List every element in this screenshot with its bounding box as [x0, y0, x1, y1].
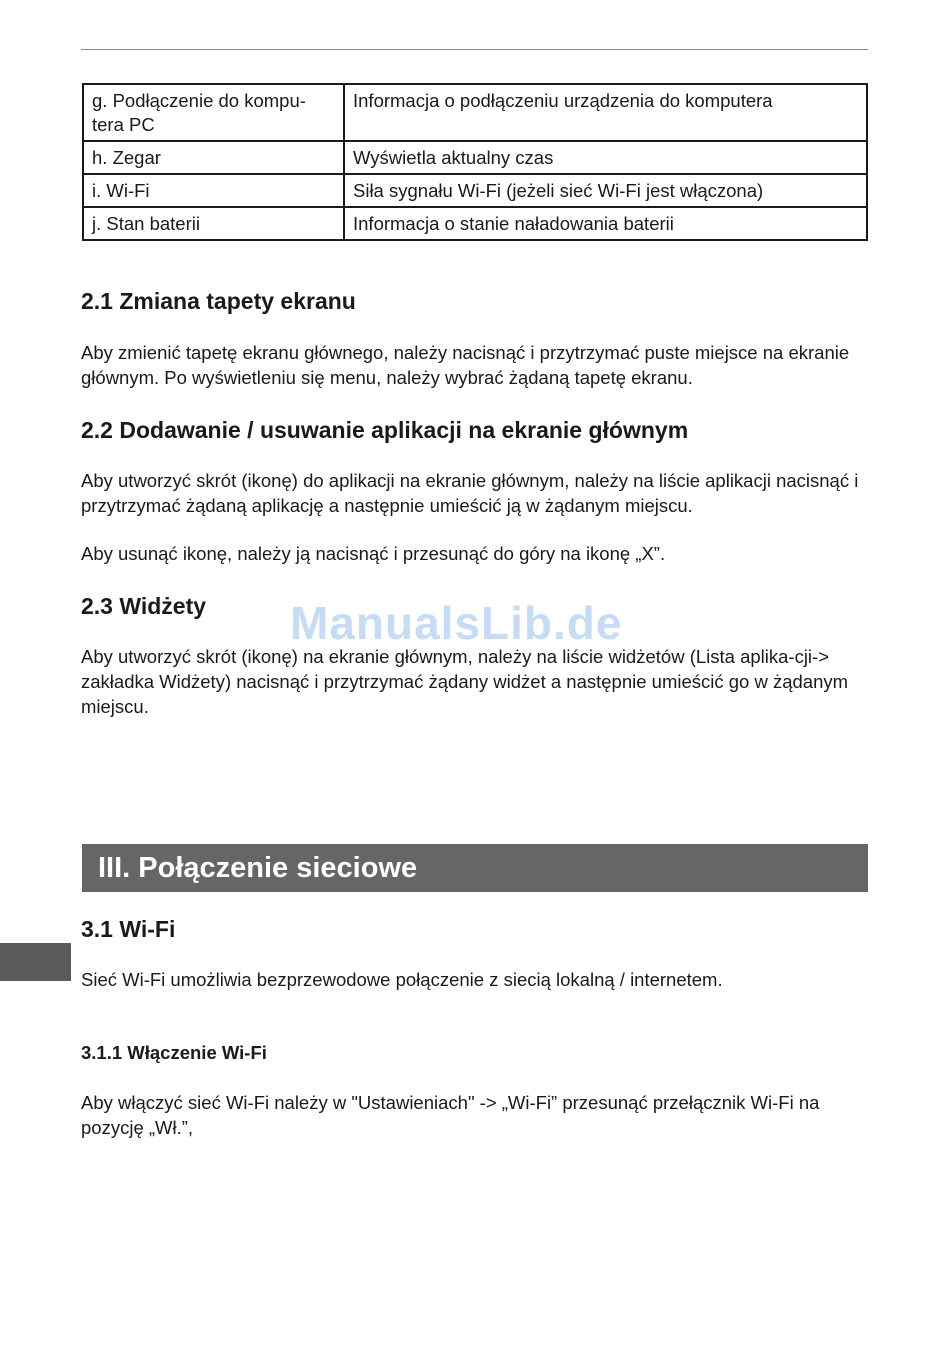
- table-cell-desc: Siła sygnału Wi-Fi (jeżeli sieć Wi-Fi jest włączona): [344, 174, 867, 207]
- section-2-1-heading: 2.1 Zmiana tapety ekranu: [81, 288, 356, 314]
- section-3-1-1-heading: 3.1.1 Włączenie Wi-Fi: [81, 1042, 267, 1063]
- chapter-title: III. Połączenie sieciowe: [98, 852, 418, 884]
- section-2-3-text: Aby utworzyć skrót (ikonę) na ekranie głównym, należy na liście widżetów (Lista aplika-cji-> zakładka Widżety) nacisnąć i przytrzymać żądany widżet a następnie umieścić go w żądanym miejscu.: [81, 646, 849, 717]
- table-cell-name: g. Podłączenie do kompu- tera PC: [83, 84, 344, 141]
- chapter-banner: [82, 844, 868, 892]
- status-icons-table: [82, 83, 868, 241]
- section-2-1-text: Aby zmienić tapetę ekranu głównego, należy nacisnąć i przytrzymać puste miejsce na ekranie głównym. Po wyświetleniu się menu, należy wybrać żądaną tapetę ekranu.: [81, 342, 850, 388]
- section-3-1-text: Sieć Wi-Fi umożliwia bezprzewodowe połączenie z siecią lokalną / internetem.: [81, 969, 723, 990]
- table-cell-desc: Informacja o podłączeniu urządzenia do komputera: [344, 84, 867, 141]
- table-cell-name: j. Stan baterii: [83, 207, 344, 240]
- page-side-tab: [0, 943, 71, 981]
- table-row: [83, 141, 867, 174]
- section-2-2-text-remove: Aby usunąć ikonę, należy ją nacisnąć i przesunąć do góry na ikonę „X”.: [81, 543, 666, 564]
- section-2-2-text: Aby utworzyć skrót (ikonę) do aplikacji na ekranie głównym, należy na liście aplikacji nacisnąć i przytrzymać żądaną aplikację a następnie umieścić ją w żądanym miejscu.: [81, 470, 859, 516]
- section-2-3-heading: 2.3 Widżety: [81, 593, 207, 619]
- section-3-1-1-text: Aby włączyć sieć Wi-Fi należy w "Ustawieniach" -> „Wi-Fi” przesunąć przełącznik Wi-Fi na pozycję „Wł.”,: [81, 1092, 820, 1138]
- table-row: [83, 207, 867, 240]
- header-rule: [81, 49, 868, 50]
- section-3-1-heading: 3.1 Wi-Fi: [81, 916, 176, 942]
- watermark: ManualsLib.de: [290, 597, 623, 649]
- table-cell-desc: Informacja o stanie naładowania baterii: [344, 207, 867, 240]
- table-row: [83, 174, 867, 207]
- table-row: [83, 84, 867, 141]
- table-cell-name: h. Zegar: [83, 141, 344, 174]
- table-cell-desc: Wyświetla aktualny czas: [344, 141, 867, 174]
- table-cell-name: i. Wi-Fi: [83, 174, 344, 207]
- section-2-2-heading: 2.2 Dodawanie / usuwanie aplikacji na ekranie głównym: [81, 417, 689, 443]
